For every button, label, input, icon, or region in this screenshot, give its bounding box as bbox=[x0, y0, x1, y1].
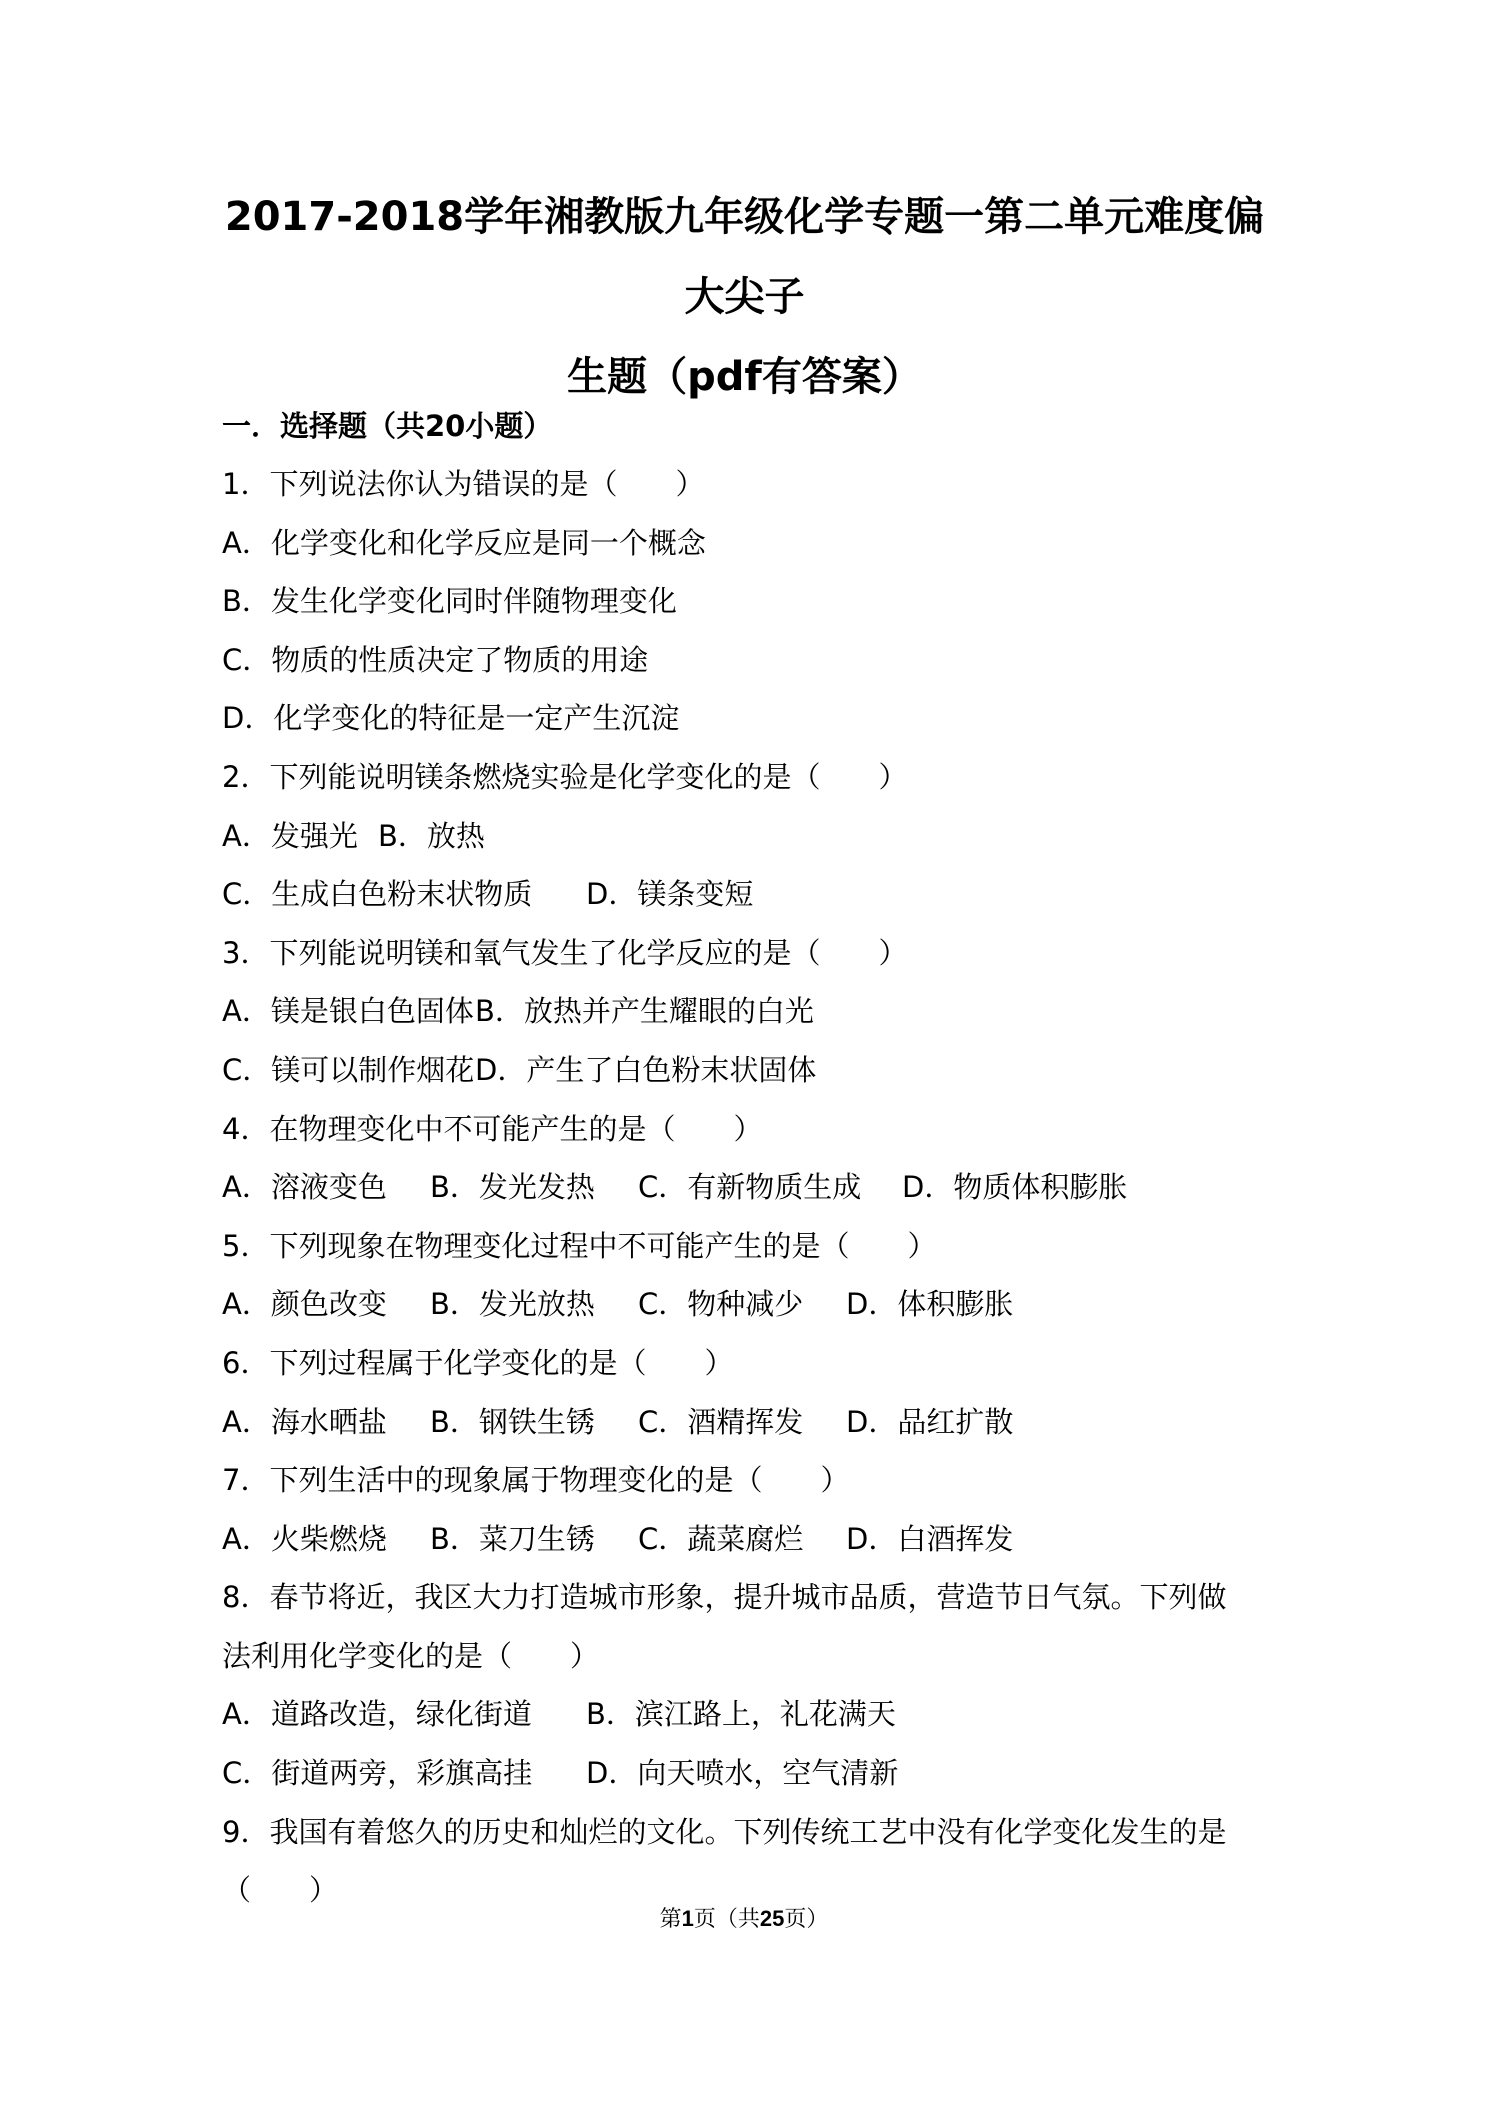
question-7-option-d: D．白酒挥发 bbox=[846, 1521, 1014, 1556]
question-7-option-b: B．菜刀生锈 bbox=[430, 1521, 595, 1556]
question-8-stem-line-1: 8．春节将近，我区大力打造城市形象，提升城市品质，营造节日气氛。下列做 bbox=[222, 1580, 1227, 1615]
question-5-option-d: D．体积膨胀 bbox=[846, 1287, 1014, 1322]
question-2-option-b: B．放热 bbox=[378, 818, 485, 853]
document-title bbox=[222, 177, 1267, 417]
question-8-stem-line-2: 法利用化学变化的是（ ） bbox=[222, 1638, 600, 1673]
question-3-option-a: A．镁是银白色固体 bbox=[222, 994, 474, 1029]
question-6-option-b: B．钢铁生锈 bbox=[430, 1404, 595, 1439]
question-6-options-row bbox=[222, 1393, 1267, 1452]
question-3-stem: 3．下列能说明镁和氧气发生了化学反应的是（ ） bbox=[222, 935, 908, 970]
question-2-options-row-2 bbox=[222, 865, 1267, 924]
question-2-option-d: D．镁条变短 bbox=[586, 877, 754, 912]
question-3-option-b: B．放热并产生耀眼的白光 bbox=[475, 994, 814, 1029]
section-heading: 一．选择题（共20小题） bbox=[222, 409, 553, 443]
question-2-option-a: A．发强光 bbox=[222, 818, 358, 853]
footer-total-pages: 25 bbox=[759, 1906, 785, 1931]
question-6-stem: 6．下列过程属于化学变化的是（ ） bbox=[222, 1345, 734, 1380]
question-list bbox=[222, 397, 1267, 1920]
question-4-options-row bbox=[222, 1158, 1267, 1217]
question-7-options-row bbox=[222, 1510, 1267, 1569]
question-8-options-row-1 bbox=[222, 1685, 1267, 1744]
question-3-options-row-2 bbox=[222, 1041, 1267, 1100]
question-5-stem: 5．下列现象在物理变化过程中不可能产生的是（ ） bbox=[222, 1228, 937, 1263]
question-3-options-row-1 bbox=[222, 982, 1267, 1041]
title-line-2: 生题（pdf有答案） bbox=[567, 354, 922, 400]
footer-prefix: 第 bbox=[659, 1907, 682, 1932]
question-4-option-b: B．发光发热 bbox=[430, 1170, 595, 1205]
question-5-option-a: A．颜色改变 bbox=[222, 1287, 387, 1322]
question-7-option-c: C．蔬菜腐烂 bbox=[638, 1521, 804, 1556]
question-1-option-a: A．化学变化和化学反应是同一个概念 bbox=[222, 525, 706, 560]
question-8-option-c: C．街道两旁，彩旗高挂 bbox=[222, 1756, 533, 1791]
question-2-option-c: C．生成白色粉末状物质 bbox=[222, 877, 533, 912]
question-3-option-c: C．镁可以制作烟花 bbox=[222, 1052, 475, 1087]
footer-suffix: 页） bbox=[784, 1907, 829, 1932]
question-1-option-d: D．化学变化的特征是一定产生沉淀 bbox=[222, 701, 680, 736]
question-2-stem: 2．下列能说明镁条燃烧实验是化学变化的是（ ） bbox=[222, 759, 908, 794]
question-4-option-c: C．有新物质生成 bbox=[638, 1170, 862, 1205]
question-4-stem: 4．在物理变化中不可能产生的是（ ） bbox=[222, 1111, 763, 1146]
question-1-stem: 1．下列说法你认为错误的是（ ） bbox=[222, 467, 705, 501]
question-8-option-a: A．道路改造，绿化街道 bbox=[222, 1697, 532, 1732]
question-8-option-b: B．滨江路上，礼花满天 bbox=[586, 1697, 896, 1732]
question-6-option-a: A．海水晒盐 bbox=[222, 1404, 387, 1439]
question-5-option-b: B．发光放热 bbox=[430, 1287, 595, 1322]
question-9-stem-line-1: 9．我国有着悠久的历史和灿烂的文化。下列传统工艺中没有化学变化发生的是 bbox=[222, 1814, 1227, 1849]
question-1-option-c: C．物质的性质决定了物质的用途 bbox=[222, 642, 649, 677]
footer-page-number: 1 bbox=[681, 1906, 694, 1931]
question-6-option-d: D．品红扩散 bbox=[846, 1404, 1014, 1439]
question-5-options-row bbox=[222, 1275, 1267, 1334]
question-4-option-d: D．物质体积膨胀 bbox=[902, 1170, 1128, 1205]
title-line-1: 2017-2018学年湘教版九年级化学专题一第二单元难度偏大尖子 bbox=[224, 194, 1265, 320]
page-footer bbox=[0, 1904, 1488, 1935]
question-3-option-d: D．产生了白色粉末状固体 bbox=[475, 1052, 817, 1087]
question-2-options-row-1 bbox=[222, 807, 1267, 866]
question-7-stem: 7．下列生活中的现象属于物理变化的是（ ） bbox=[222, 1463, 850, 1498]
footer-middle: 页（共 bbox=[693, 1907, 760, 1932]
question-8-option-d: D．向天喷水，空气清新 bbox=[586, 1756, 899, 1791]
question-8-options-row-2 bbox=[222, 1744, 1267, 1803]
question-6-option-c: C．酒精挥发 bbox=[638, 1404, 804, 1439]
question-4-option-a: A．溶液变色 bbox=[222, 1170, 387, 1205]
question-7-option-a: A．火柴燃烧 bbox=[222, 1521, 387, 1556]
question-9-stem-line-2: （ ） bbox=[222, 1873, 339, 1908]
question-5-option-c: C．物种减少 bbox=[638, 1287, 804, 1322]
question-1-option-b: B．发生化学变化同时伴随物理变化 bbox=[222, 584, 677, 619]
